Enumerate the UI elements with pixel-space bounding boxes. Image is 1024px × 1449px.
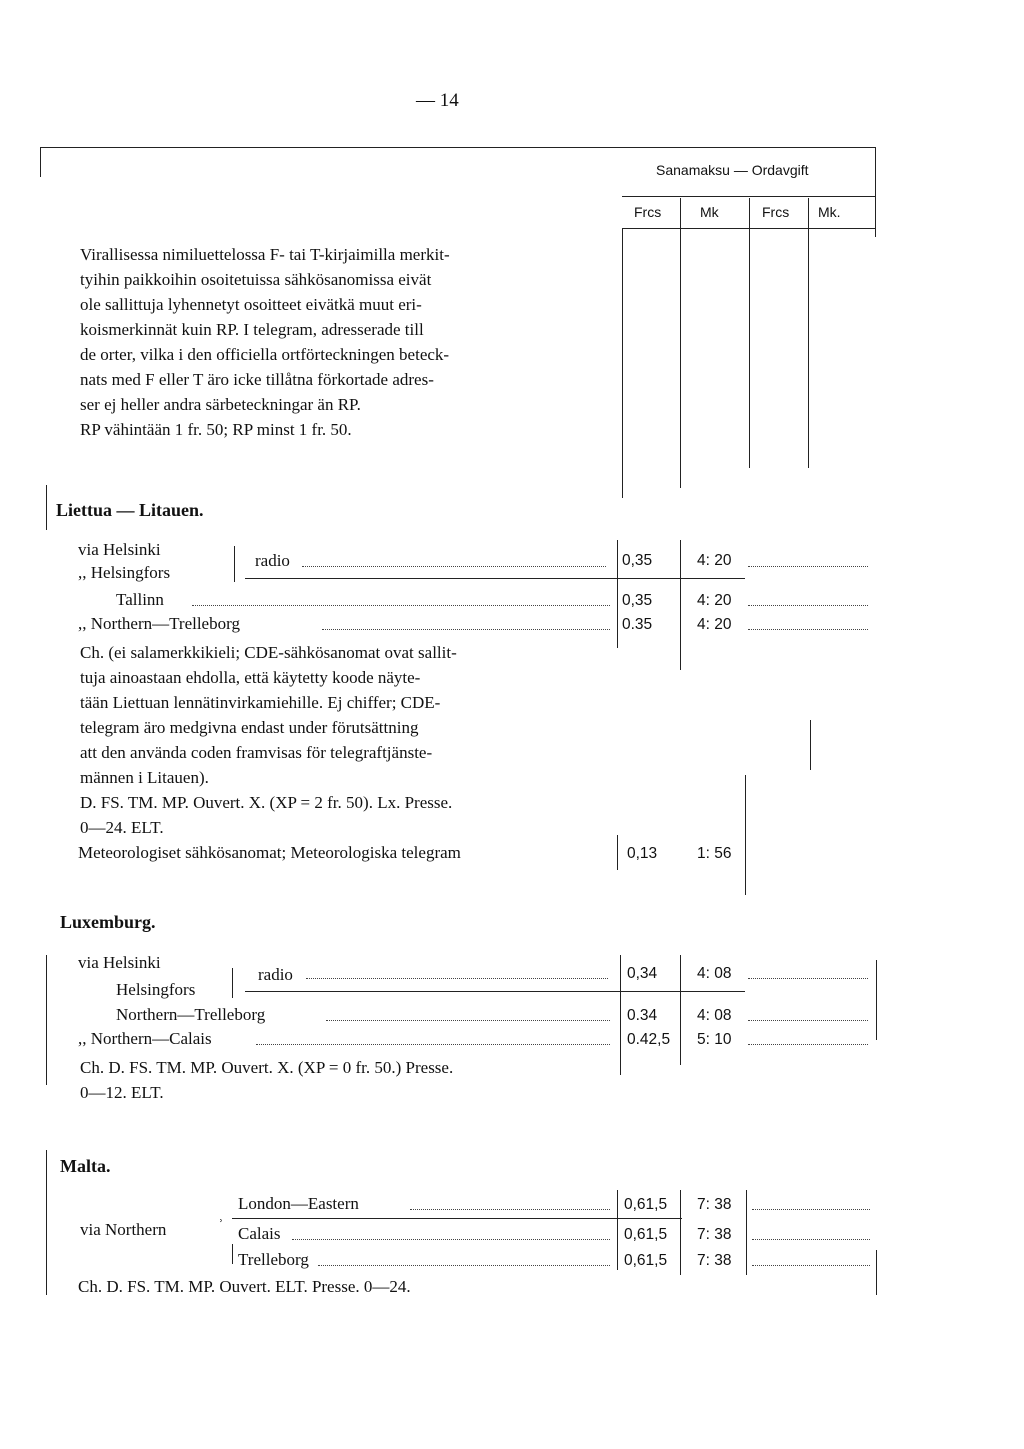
malta-brace-bottom [232,1244,233,1264]
liettua-radio-label: radio [255,551,290,570]
dot-leader [192,605,610,606]
malta-london-frcs: 0,61,5 [624,1196,668,1213]
intro-line: Virallisessa nimiluettelossa F- tai T-kirjaimilla merkit- [80,245,450,264]
dot-leader [302,566,606,567]
luxemburg-brace [232,968,233,998]
liettua-col-rule [680,540,681,670]
section-title-malta: Malta. [60,1156,111,1176]
dot-leader [326,1020,610,1021]
header-col-mk-1: Mk [700,204,719,220]
dot-leader [748,1044,868,1045]
luxemburg-notes [80,1055,615,1105]
liettua-northern-label: ,, Northern—Trelleborg [78,614,240,633]
liettua-tallinn-label: Tallinn [116,590,164,609]
liettua-via-helsinki: via Helsinki [78,540,161,559]
malta-calais-label: Calais [238,1224,281,1243]
dot-leader [318,1265,610,1266]
intro-line: nats med F eller T äro icke tillåtna förkortade adres- [80,370,434,389]
malta-brace-top: ʾ [218,1216,224,1235]
intro-line: RP vähintään 1 fr. 50; RP minst 1 fr. 50. [80,420,352,439]
dot-leader [748,978,868,979]
malta-col-rule [680,1190,681,1275]
dot-leader [306,978,608,979]
liettua-col-rule [745,775,746,895]
liettua-radio-rule [245,578,745,579]
header-title: Sanamaksu — Ordavgift [656,162,809,178]
intro-line: ser ej heller andra särbeteckningar än RP. [80,395,361,414]
luxemburg-radio-rule [245,991,745,992]
malta-london-mk: 7: 38 [697,1196,732,1213]
luxemburg-note-line: 0—12. ELT. [80,1083,164,1102]
malta-calais-mk: 7: 38 [697,1226,732,1243]
header-col-mk-2: Mk. [818,204,841,220]
malta-col-rule [746,1190,747,1275]
col-divider-0 [622,228,623,498]
liettua-note-line: D. FS. TM. MP. Ouvert. X. (XP = 2 fr. 50). Lx. Presse. [80,793,453,812]
header-rule [622,196,876,197]
dot-leader [256,1044,610,1045]
luxemburg-calais-label: ,, Northern—Calais [78,1029,212,1048]
malta-margin-rule [46,1150,47,1295]
luxemburg-trelleborg-frcs: 0.34 [627,1007,658,1024]
header-col-frcs-2: Frcs [762,204,790,220]
right-edge-rule [875,147,876,237]
liettua-via-helsingfors: ,, Helsingfors [78,563,171,582]
liettua-tallinn-frcs: 0,35 [622,592,653,609]
dot-leader [752,1265,870,1266]
col-divider-1 [680,198,681,488]
liettua-note-line: att den använda coden framvisas för telegraftjänste- [80,743,433,762]
liettua-meteo-label: Meteorologiset sähkösanomat; Meteorologiska telegram [78,843,461,862]
section-title-liettua: Liettua — Litauen. [56,500,204,520]
malta-col-rule [876,1250,877,1295]
col-divider-3 [808,198,809,468]
liettua-meteo-mk: 1: 56 [697,845,732,862]
liettua-note-line: telegram äro medgivna endast under förutsättning [80,718,419,737]
page-number: — 14 [416,90,459,111]
liettua-radio-mk: 4: 20 [697,552,732,569]
liettua-tallinn-mk: 4: 20 [697,592,732,609]
dot-leader [322,629,610,630]
liettua-note-line: tuja ainoastaan ehdolla, että käytetty koode näyte- [80,668,421,687]
left-edge-rule [40,147,41,177]
intro-paragraph [80,242,615,442]
top-rule [40,147,876,148]
dot-leader [748,1020,868,1021]
intro-line: tyihin paikkoihin osoitetuissa sähkösanomissa eivät [80,270,432,289]
liettua-note-line: männen i Litauen). [80,768,209,787]
luxemburg-margin-rule [46,955,47,1085]
malta-trelleborg-label: Trelleborg [238,1250,309,1269]
malta-london-label: London—Eastern [238,1194,359,1213]
luxemburg-trelleborg-label: Northern—Trelleborg [116,1005,266,1024]
intro-line: koismerkinnät kuin RP. I telegram, adresserade till [80,320,424,339]
col-divider-2 [749,198,750,468]
intro-line: de orter, vilka i den officiella ortförteckningen beteck- [80,345,450,364]
luxemburg-radio-mk: 4: 08 [697,965,732,982]
malta-col-rule [617,1190,618,1270]
malta-notes: Ch. D. FS. TM. MP. Ouvert. ELT. Presse. 0—24. [78,1277,411,1296]
liettua-margin-rule [46,485,47,530]
intro-line: ole sallittuja lyhennetyt osoitteet eivätkä muut eri- [80,295,422,314]
malta-calais-frcs: 0,61,5 [624,1226,668,1243]
liettua-northern-frcs: 0.35 [622,616,653,633]
luxemburg-radio-frcs: 0,34 [627,965,658,982]
dot-leader [410,1209,610,1210]
malta-via-northern: via Northern [80,1220,167,1239]
liettua-col-rule [617,835,618,870]
malta-row-rule [232,1218,682,1219]
dot-leader [748,629,868,630]
liettua-note-line: tään Liettuan lennätinvirkamiehille. Ej chiffer; CDE- [80,693,441,712]
malta-trelleborg-frcs: 0,61,5 [624,1252,668,1269]
dot-leader [748,566,868,567]
luxemburg-note-line: Ch. D. FS. TM. MP. Ouvert. X. (XP = 0 fr. 50.) Presse. [80,1058,454,1077]
luxemburg-trelleborg-mk: 4: 08 [697,1007,732,1024]
liettua-col-rule [810,720,811,770]
liettua-northern-mk: 4: 20 [697,616,732,633]
malta-trelleborg-mk: 7: 38 [697,1252,732,1269]
liettua-note-line: 0—24. ELT. [80,818,164,837]
dot-leader [748,605,868,606]
liettua-radio-frcs: 0,35 [622,552,653,569]
luxemburg-via-helsinki: via Helsinki [78,953,161,972]
liettua-notes [80,640,615,840]
dot-leader [752,1239,870,1240]
liettua-col-rule [617,540,618,648]
liettua-meteo-frcs: 0,13 [627,845,658,862]
liettua-brace [234,546,235,582]
luxemburg-col-rule [620,955,621,1075]
liettua-note-line: Ch. (ei salamerkkikieli; CDE-sähkösanomat ovat sallit- [80,643,457,662]
dot-leader [752,1209,870,1210]
luxemburg-via-helsingfors: Helsingfors [116,980,196,999]
header-col-frcs-1: Frcs [634,204,662,220]
section-title-luxemburg: Luxemburg. [60,912,156,932]
luxemburg-calais-mk: 5: 10 [697,1031,732,1048]
luxemburg-radio-label: radio [258,965,293,984]
luxemburg-col-rule [876,960,877,1040]
luxemburg-col-rule [680,955,681,1065]
dot-leader [292,1239,610,1240]
luxemburg-calais-frcs: 0.42,5 [627,1031,671,1048]
